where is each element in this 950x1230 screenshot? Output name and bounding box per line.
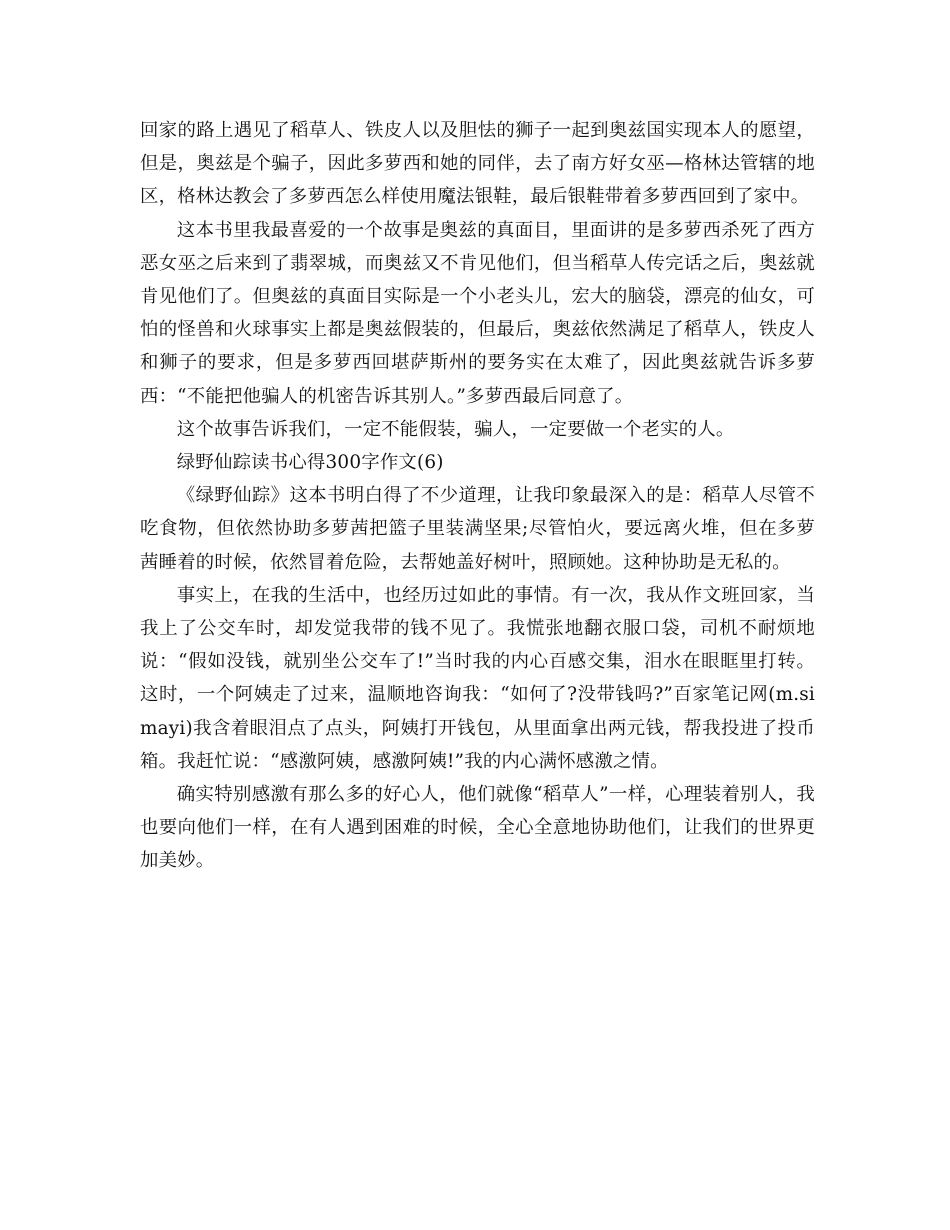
- paragraph-continuation: 回家的路上遇见了稻草人、铁皮人以及胆怯的狮子一起到奥兹国实现本人的愿望，但是，奥兹是个骗子，因此多萝西和她的同伴，去了南方好女巫—格林达管辖的地区，格林达教会了多萝西怎么样使用魔法银鞋，最后银鞋带着多萝西回到了家中。: [140, 120, 815, 208]
- paragraph-bus-story: 事实上，在我的生活中，也经历过如此的事情。有一次，我从作文班回家，当我上了公交车时，却发觉我带的钱不见了。我慌张地翻衣服口袋，司机不耐烦地说：“假如没钱，就别坐公交车了!”当时我的内心百感交集，泪水在眼眶里打转。这时，一个阿姨走了过来，温顺地咨询我：“如何了?没带钱吗?”百家笔记网(m.simayi)我含着眼泪点了点头，阿姨打开钱包，从里面拿出两元钱，帮我投进了投币箱。我赶忙说：“感激阿姨，感激阿姨!”我的内心满怀感激之情。: [140, 584, 815, 772]
- paragraph-lesson: 这个故事告诉我们，一定不能假装，骗人，一定要做一个老实的人。: [176, 418, 735, 440]
- paragraph-favorite-story: 这本书里我最喜爱的一个故事是奥兹的真面目，里面讲的是多萝西杀死了西方恶女巫之后来到了翡翠城，而奥兹又不肯见他们，但当稻草人传完话之后，奥兹就肯见他们了。但奥兹的真面目实际是一个小老头儿，宏大的脑袋，漂亮的仙女，可怕的怪兽和火球事实上都是奥兹假装的，但最后，奥兹依然满足了稻草人，铁皮人和狮子的要求，但是多萝西回堪萨斯州的要务实在太难了，因此奥兹就告诉多萝西：“不能把他骗人的机密告诉其别人。”多萝西最后同意了。: [140, 219, 815, 407]
- essay-heading: 绿野仙踪读书心得300字作文(6): [176, 452, 444, 474]
- paragraph-scarecrow: 《绿野仙踪》这本书明白得了不少道理，让我印象最深入的是：稻草人尽管不吃食物，但依然协助多萝茜把篮子里装满坚果;尽管怕火，要远离火堆，但在多萝茜睡着的时候，依然冒着危险，去帮她盖好树叶，照顾她。这种协助是无私的。: [140, 485, 815, 573]
- document-body: [140, 114, 815, 878]
- paragraph-conclusion: 确实特别感激有那么多的好心人，他们就像“稻草人”一样，心理装着别人，我也要向他们一样，在有人遇到困难的时候，全心全意地协助他们，让我们的世界更加美妙。: [140, 784, 815, 872]
